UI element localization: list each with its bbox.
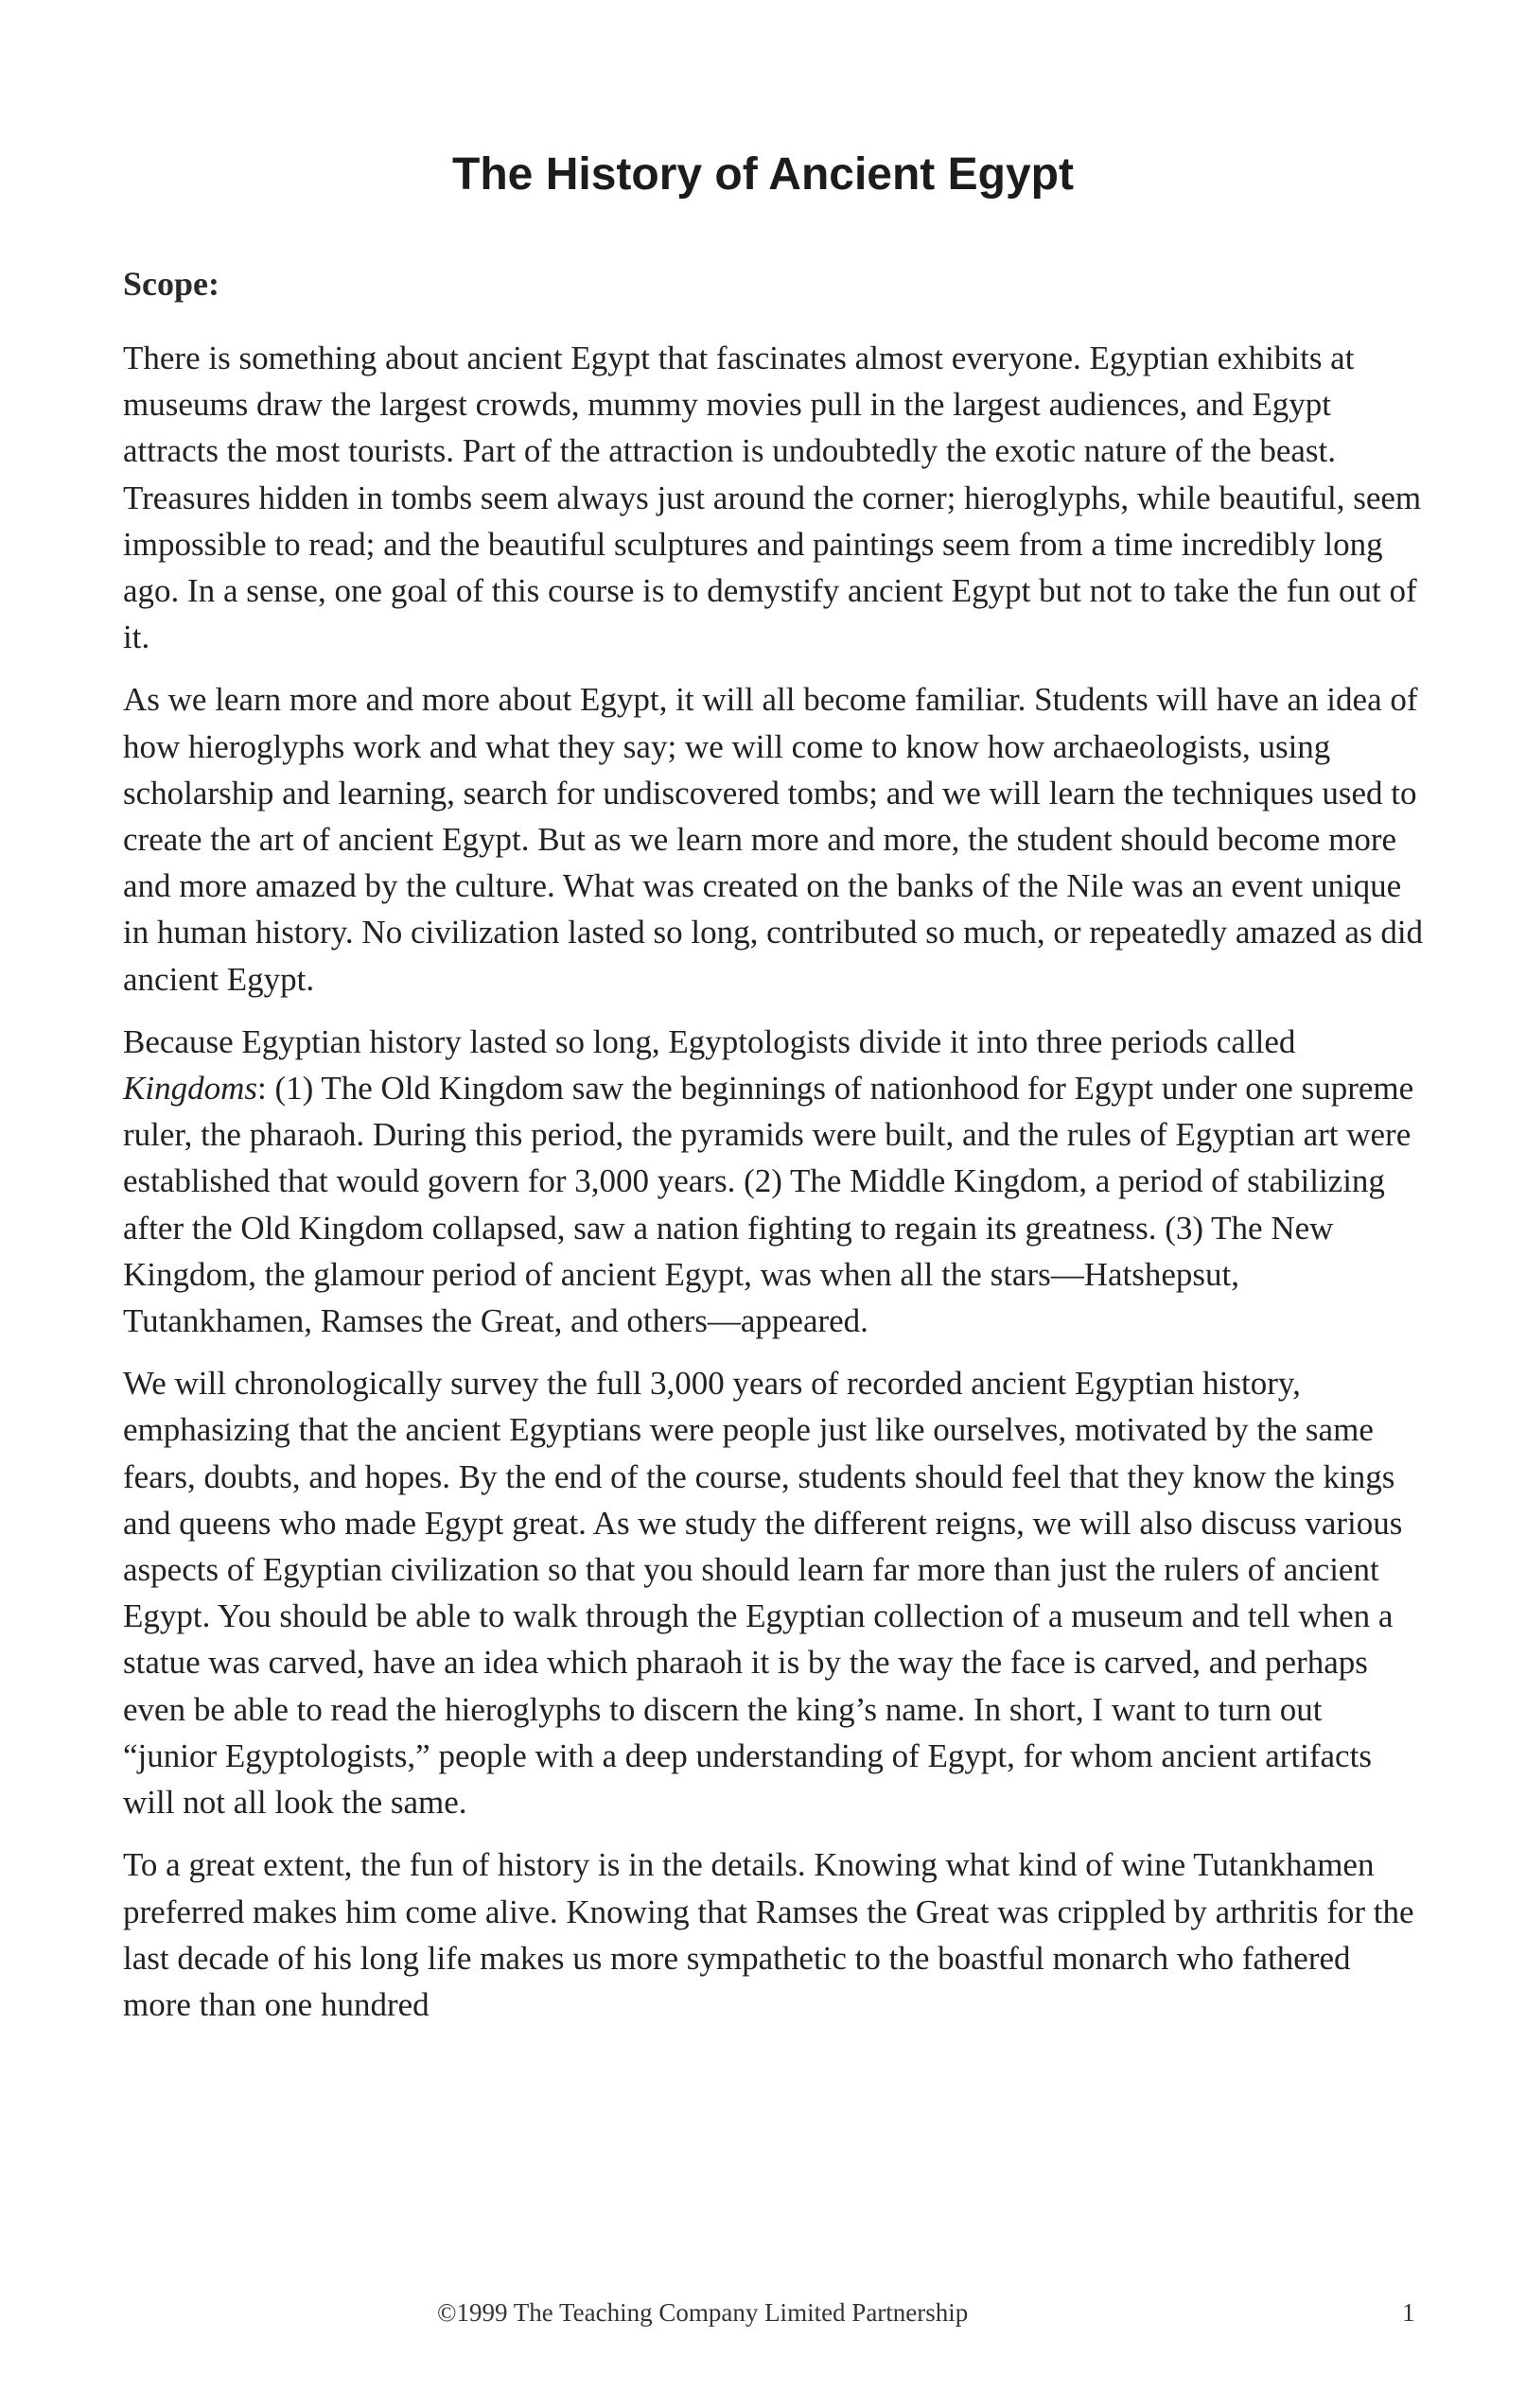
paragraph-5: To a great extent, the fun of history is in the details. Knowing what kind of wine Tutankhamen preferred makes him come alive. Knowing that Ramses the Great was crippled by arthritis for the last decade of his long life makes us more sympathetic to the boastful monarch who fathered more than one hundred: [123, 1846, 1414, 2023]
page-title: The History of Ancient Egypt: [452, 149, 1074, 200]
paragraph-1: There is something about ancient Egypt that fascinates almost everyone. Egyptian exhibits at museums draw the largest crowds, mummy movies pull in the largest audiences, and Egypt attracts the most tourists. Part of the attraction is undoubtedly the exotic nature of the beast. Treasures hidden in tombs seem always just around the corner; hieroglyphs, while beautiful, seem impossible to read; and the beautiful sculptures and paintings seem from a time incredibly long ago. In a sense, one goal of this course is to demystify ancient Egypt but not to take the fun out of it.: [123, 340, 1422, 656]
paragraph-3-text-after: : (1) The Old Kingdom saw the beginnings of nationhood for Egypt under one supreme ruler, the pharaoh. During this period, the pyramids were built, and the rules of Egyptian art were established that would govern for 3,000 years. (2) The Middle Kingdom, a period of stabilizing after the Old Kingdom collapsed, saw a nation fighting to regain its greatness. (3) The New Kingdom, the glamour period of ancient Egypt, was when all the stars—Hatshepsut, Tutankhamen, Ramses the Great, and others—appeared.: [123, 1070, 1414, 1340]
kingdoms-italic-term: Kingdoms: [123, 1070, 257, 1108]
paragraph-4: We will chronologically survey the full 3,000 years of recorded ancient Egyptian history, emphasizing that the ancient Egyptians were people just like ourselves, motivated by the same fears, doubts, and hopes. By the end of the course, students should feel that they know the kings and queens who made Egypt great. As we study the different reigns, we will also discuss various aspects of Egyptian civilization so that you should learn far more than just the rulers of ancient Egypt. You should be able to walk through the Egyptian collection of a museum and tell when a statue was carved, have an idea which pharaoh it is by the way the face is carved, and perhaps even be able to read the hieroglyphs to discern the king’s name. In short, I want to turn out “junior Egyptologists,” people with a deep understanding of Egypt, for whom ancient artifacts will not all look the same.: [123, 1365, 1403, 1822]
copyright-notice: ©1999 The Teaching Company Limited Partnership: [437, 2298, 969, 2327]
section-heading-scope: Scope:: [123, 265, 219, 303]
paragraph-3-text-before: Because Egyptian history lasted so long, Egyptologists divide it into three periods called: [123, 1022, 1296, 1060]
document-body: [123, 263, 1424, 2044]
page-number: 1: [1402, 2298, 1415, 2327]
paragraph-3: [123, 1019, 1424, 1344]
paragraph-2: As we learn more and more about Egypt, it will all become familiar. Students will have an idea of how hieroglyphs work and what they say; we will come to know how archaeologists, using scholarship and learning, search for undiscovered tombs; and we will learn the techniques used to create the art of ancient Egypt. But as we learn more and more, the student should become more and more amazed by the culture. What was created on the banks of the Nile was an event unique in human history. No civilization lasted so long, contributed so much, or repeatedly amazed as did ancient Egypt.: [123, 681, 1424, 998]
